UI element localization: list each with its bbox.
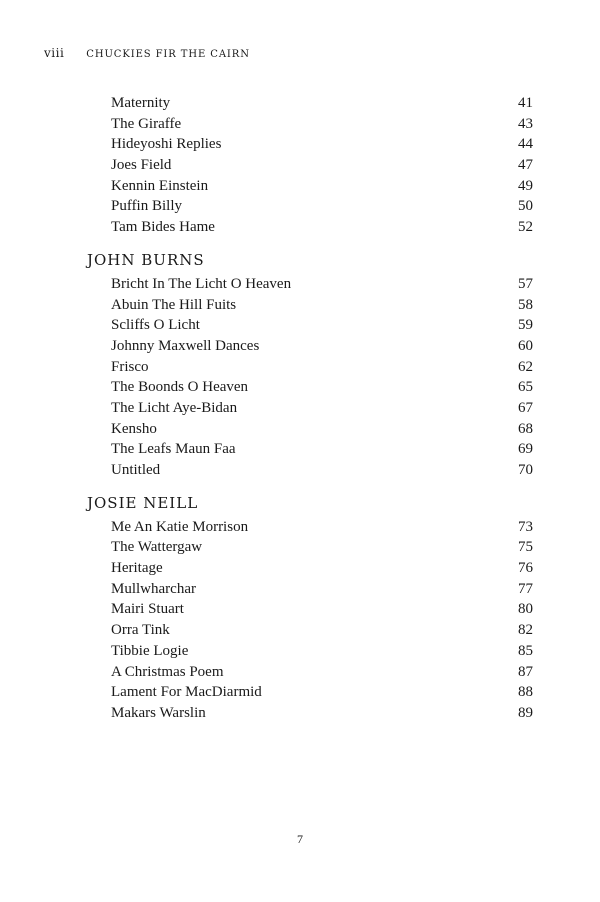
- toc-entry-page: 49: [518, 177, 533, 194]
- toc-entry: [87, 682, 533, 703]
- toc-entry-page: 57: [518, 275, 533, 292]
- page-number: 7: [297, 832, 303, 846]
- toc-entry-title: Kennin Einstein: [111, 177, 209, 194]
- toc-entry-page: 58: [518, 296, 533, 313]
- toc-entry: [87, 315, 533, 336]
- toc-section: [87, 248, 533, 481]
- toc-entry: [87, 517, 533, 538]
- toc-entry: [87, 295, 533, 316]
- toc-entry-title: The Licht Aye-Bidan: [111, 399, 238, 416]
- toc-entry-title: Hideyoshi Replies: [111, 136, 222, 153]
- toc-entry-title: Scliffs O Licht: [111, 317, 200, 334]
- running-head-title: CHUCKIES FIR THE CAIRN: [86, 49, 250, 60]
- toc-entry: [87, 460, 533, 481]
- toc-entry-title: Orra Tink: [111, 622, 170, 639]
- toc-entry-page: 87: [518, 663, 533, 680]
- toc-entry-page: 73: [518, 518, 533, 535]
- toc-entry: [87, 398, 533, 419]
- toc-entry-title: Heritage: [111, 560, 163, 577]
- toc-entry-title: Maternity: [111, 95, 171, 111]
- toc-entry: [87, 357, 533, 378]
- toc-entry: [87, 439, 533, 460]
- toc-entry-title: Joes Field: [111, 157, 172, 174]
- section-author: JOHN BURNS: [87, 250, 205, 269]
- toc-entry-title: Kensho: [111, 420, 157, 437]
- toc-entry: [87, 114, 533, 135]
- toc-entry: [87, 703, 533, 724]
- toc-entry-page: 80: [518, 601, 533, 618]
- toc-entry-page: 41: [518, 95, 533, 111]
- running-head-folio: viii: [44, 46, 65, 60]
- toc-entry: [87, 155, 533, 176]
- toc-entry-title: Untitled: [111, 462, 161, 478]
- toc-entry-page: 75: [518, 539, 533, 556]
- toc-entry: [87, 662, 533, 683]
- toc-entry-title: Mullwharchar: [111, 580, 196, 597]
- toc-entry-page: 60: [518, 337, 533, 354]
- toc-entry-title: A Christmas Poem: [111, 663, 224, 680]
- toc-entry-page: 85: [518, 642, 533, 659]
- toc-entry-page: 76: [518, 560, 533, 577]
- toc-entry-page: 59: [518, 317, 533, 334]
- toc-entry-title: The Giraffe: [111, 115, 182, 132]
- toc-entry-page: 82: [518, 622, 533, 639]
- toc-entry-title: The Leafs Maun Faa: [111, 441, 236, 458]
- section-author: JOSIE NEILL: [87, 493, 199, 512]
- toc-entry-title: The Boonds O Heaven: [111, 379, 249, 396]
- toc-entry-page: 70: [518, 462, 533, 478]
- toc-entry-page: 43: [518, 115, 533, 132]
- toc-entry: [87, 419, 533, 440]
- toc-entry-page: 50: [518, 198, 533, 215]
- toc-entry: [87, 274, 533, 295]
- toc-entry-title: Lament For MacDiarmid: [111, 684, 262, 701]
- toc-entry: [87, 217, 533, 238]
- toc-entry: [87, 579, 533, 600]
- toc-entry: [87, 196, 533, 217]
- toc-entry-title: Puffin Billy: [111, 198, 182, 215]
- toc-entry-page: 52: [518, 219, 533, 236]
- toc-entry: [87, 93, 533, 114]
- table-of-contents: [87, 93, 533, 734]
- toc-entry: [87, 599, 533, 620]
- toc-entry-page: 68: [518, 420, 533, 437]
- toc-entry: [87, 176, 533, 197]
- toc-section: [87, 93, 533, 238]
- toc-entry-title: Tam Bides Hame: [111, 219, 215, 236]
- toc-entry: [87, 134, 533, 155]
- toc-entry-title: Makars Warslin: [111, 704, 206, 721]
- running-head: [44, 46, 250, 60]
- toc-entry: [87, 537, 533, 558]
- toc-section: [87, 491, 533, 724]
- toc-entry: [87, 336, 533, 357]
- toc-entry: [87, 641, 533, 662]
- toc-entry-title: Mairi Stuart: [111, 601, 184, 618]
- toc-entry: [87, 558, 533, 579]
- toc-entry-title: Bricht In The Licht O Heaven: [111, 275, 292, 292]
- toc-entry-page: 88: [518, 684, 533, 701]
- toc-entry-title: Tibbie Logie: [111, 642, 189, 659]
- toc-entry-page: 65: [518, 379, 533, 396]
- toc-entry-title: Frisco: [111, 358, 149, 375]
- toc-entry-page: 77: [518, 580, 533, 597]
- toc-entry-title: Abuin The Hill Fuits: [111, 296, 237, 313]
- toc-entry-page: 67: [518, 399, 533, 416]
- toc-entry-title: Johnny Maxwell Dances: [111, 337, 260, 354]
- toc-entry: [87, 377, 533, 398]
- toc-entry-page: 89: [518, 704, 533, 721]
- toc-entry-title: Me An Katie Morrison: [111, 518, 249, 535]
- toc-entry-page: 69: [518, 441, 533, 458]
- toc-entry-title: The Wattergaw: [111, 539, 203, 556]
- toc-entry-page: 47: [518, 157, 533, 174]
- toc-entry-page: 44: [518, 136, 533, 153]
- toc-entry: [87, 620, 533, 641]
- toc-entry-page: 62: [518, 358, 533, 375]
